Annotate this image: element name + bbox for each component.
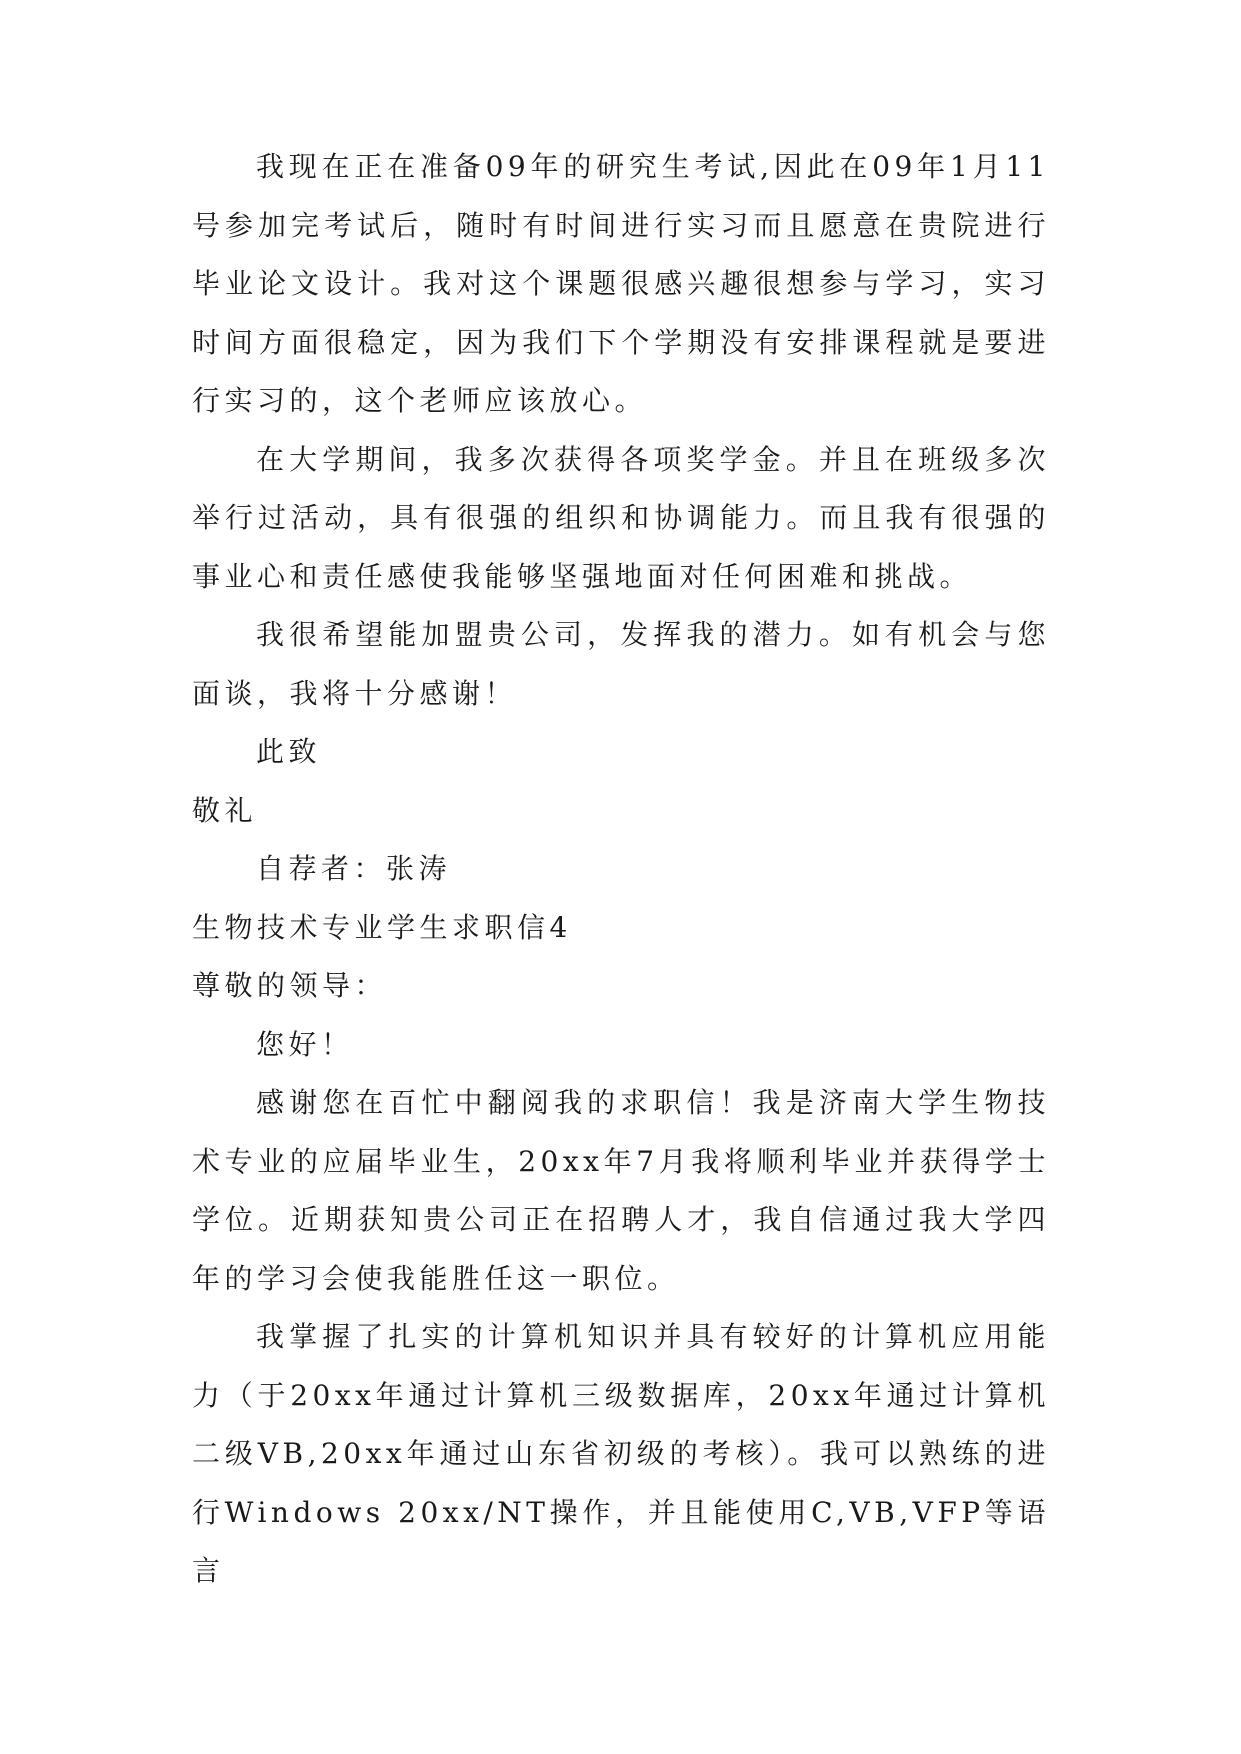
paragraph-exam-plan: 我现在正在准备09年的研究生考试,因此在09年1月11号参加完考试后，随时有时间进行实习而且愿意在贵院进行毕业论文设计。我对这个课题很感兴趣很想参与学习，实习时间方面很稳定，因为我们下个学期没有安排课程就是要进行实习的，这个老师应该放心。	[192, 150, 1050, 417]
salute-line: 敬礼	[192, 793, 258, 827]
greeting-line: 您好！	[256, 1027, 354, 1061]
letter-body	[192, 138, 1050, 1601]
paragraph-computer-skills: 我掌握了扎实的计算机知识并具有较好的计算机应用能力（于20xx年通过计算机三级数据库，20xx年通过计算机二级VB,20xx年通过山东省初级的考核）。我可以熟练的进行Windows 20xx/NT操作，并且能使用C,VB,VFP等语言	[192, 1320, 1050, 1587]
paragraph-hope-to-join: 我很希望能加盟贵公司，发挥我的潜力。如有机会与您面谈，我将十分感谢！	[192, 618, 1050, 710]
paragraph-university-achievements: 在大学期间，我多次获得各项奖学金。并且在班级多次举行过活动，具有很强的组织和协调能力。而且我有很强的事业心和责任感使我能够坚强地面对任何困难和挑战。	[192, 442, 1050, 593]
paragraph-thanks-intro: 感谢您在百忙中翻阅我的求职信！我是济南大学生物技术专业的应届毕业生，20xx年7月我将顺利毕业并获得学士学位。近期获知贵公司正在招聘人才，我自信通过我大学四年的学习会使我能胜任这一职位。	[192, 1086, 1050, 1295]
section-title: 生物技术专业学生求职信4	[192, 910, 572, 944]
signature-line: 自荐者：张涛	[256, 852, 452, 885]
addressee-line: 尊敬的领导：	[192, 969, 388, 1002]
closing-line: 此致	[256, 735, 322, 768]
